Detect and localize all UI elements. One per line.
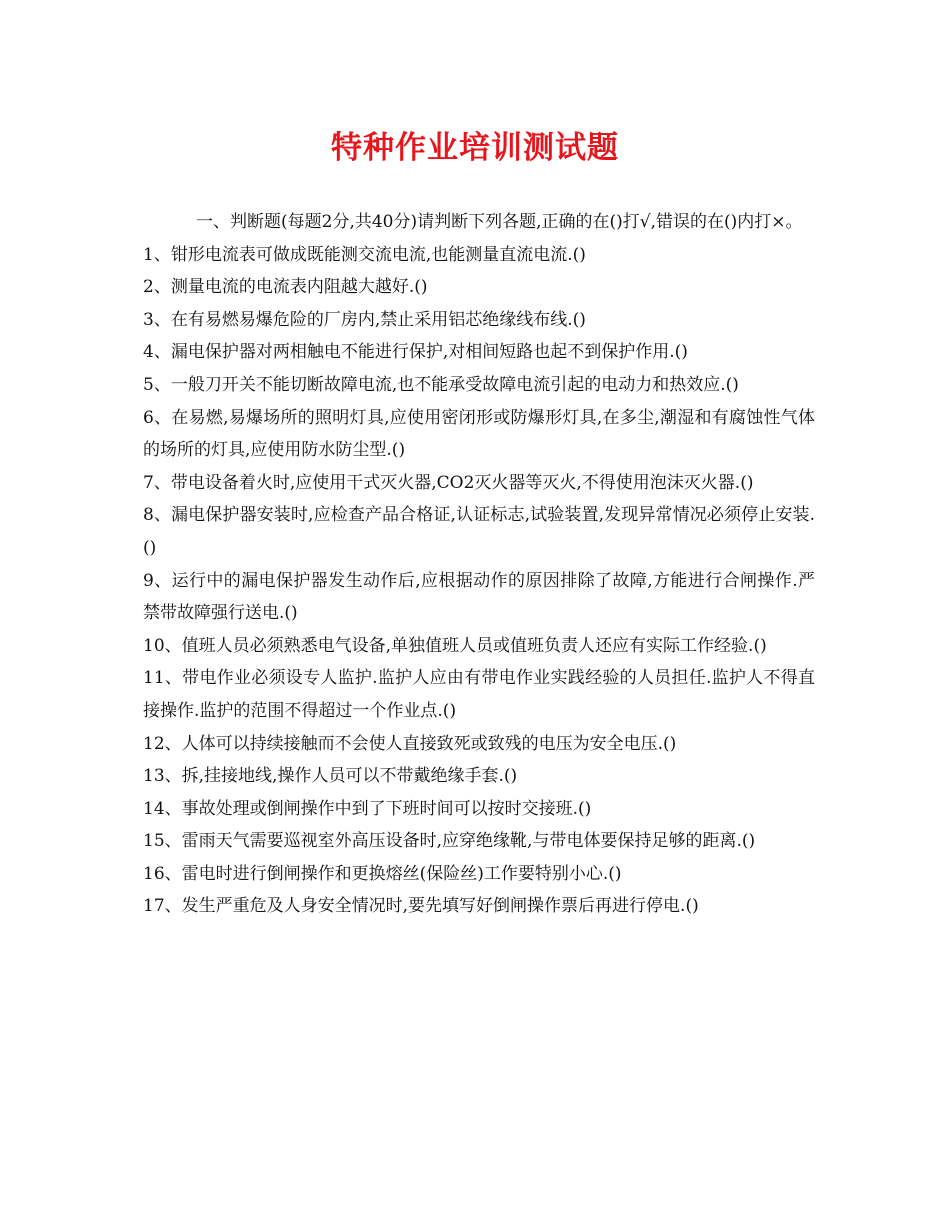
question-item-14: 14、事故处理或倒闸操作中到了下班时间可以按时交接班.() [143, 798, 592, 819]
question-item-9: 9、运行中的漏电保护器发生动作后,应根据动作的原因排除了故障,方能进行合闸操作.严禁带故障强行送电.() [143, 570, 815, 624]
question-item-4: 4、漏电保护器对两相触电不能进行保护,对相间短路也起不到保护作用.() [143, 342, 688, 363]
question-item-5: 5、一般刀开关不能切断故障电流,也不能承受故障电流引起的电动力和热效应.() [143, 374, 739, 395]
question-item-16: 16、雷电时进行倒闸操作和更换熔丝(保险丝)工作要特别小心.() [143, 863, 622, 884]
question-item-8: 8、漏电保护器安装时,应检查产品合格证,认证标志,试验装置,发现异常情况必须停止安装.() [143, 505, 815, 558]
question-item-13: 13、拆,挂接地线,操作人员可以不带戴绝缘手套.() [143, 766, 518, 787]
question-item-1: 1、钳形电流表可做成既能测交流电流,也能测量直流电流.() [143, 244, 586, 265]
page-title: 特种作业培训测试题 [331, 130, 619, 166]
question-item-15: 15、雷雨天气需要巡视室外高压设备时,应穿绝缘靴,与带电体要保持足够的距离.() [143, 831, 756, 852]
question-item-2: 2、测量电流的电流表内阻越大越好.() [143, 277, 428, 298]
question-item-17: 17、发生严重危及人身安全情况时,要先填写好倒闸操作票后再进行停电.() [143, 896, 699, 917]
section-intro: 一、判断题(每题2分,共40分)请判断下列各题,正确的在()打√,错误的在()内打×。 [179, 212, 803, 232]
question-item-12: 12、人体可以持续接触而不会使人直接致死或致残的电压为安全电压.() [143, 733, 677, 754]
question-item-7: 7、带电设备着火时,应使用干式灭火器,CO2灭火器等灭火,不得使用泡沫灭火器.() [143, 472, 754, 493]
question-section [143, 206, 815, 923]
question-item-6: 6、在易燃,易爆场所的照明灯具,应使用密闭形或防爆形灯具,在多尘,潮湿和有腐蚀性气体的场所的灯具,应使用防水防尘型.() [143, 407, 815, 461]
question-item-10: 10、值班人员必须熟悉电气设备,单独值班人员或值班负责人还应有实际工作经验.() [143, 635, 767, 656]
question-item-3: 3、在有易燃易爆危险的厂房内,禁止采用铝芯绝缘线布线.() [143, 309, 586, 330]
question-item-11: 11、带电作业必须设专人监护.监护人应由有带电作业实践经验的人员担任.监护人不得直接操作.监护的范围不得超过一个作业点.() [143, 668, 815, 721]
